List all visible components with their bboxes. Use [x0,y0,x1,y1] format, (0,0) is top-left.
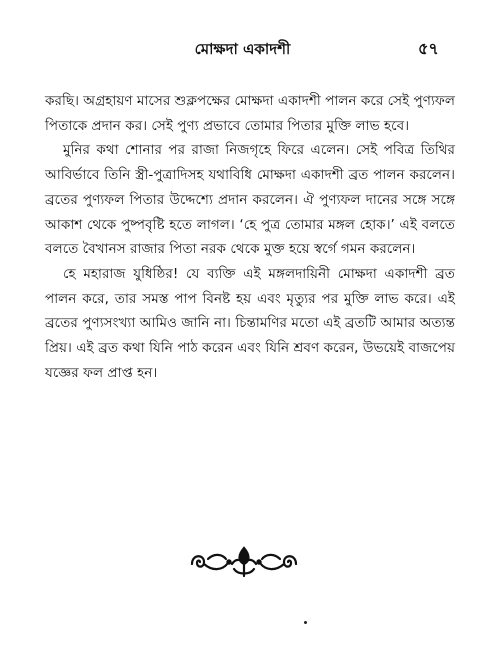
body-text [45,89,455,385]
paragraph: করছি। অগ্রহায়ণ মাসের শুক্লপক্ষের মোক্ষদা একাদশী পালন করে সেই পুণ্যফল পিতাকে প্রদান কর। সেই পুণ্য প্রভাবে তোমার পিতার মুক্তি লাভ হবে। [45,93,455,134]
paragraph: হে মহারাজ যুধিষ্ঠির! যে ব্যক্তি এই মঙ্গলদায়িনী মোক্ষদা একাদশী ব্রত পালন করে, তার সমস্ত পাপ বিনষ্ট হয় এবং মৃত্যুর পর মুক্তি লাভ করে। এই ব্রতের পুণ্যসংখ্যা আমিও জানি না। চিন্তামণির মতো এই ব্রতটি আমার অত্যন্ত প্রিয়। এই ব্রত কথা যিনি পাঠ করেন এবং যিনি শ্রবণ করেন, উভয়েই বাজপেয় যজ্ঞের ফল প্রাপ্ত হন। [45,265,455,381]
page-number: ৫৭ [418,39,439,58]
floral-divider-icon [188,545,300,579]
print-speck [304,621,307,624]
page-title: মোক্ষদা একাদশী [194,40,291,58]
paragraph: মুনির কথা শোনার পর রাজা নিজগৃহে ফিরে এলেন। সেই পবিত্র তিথির আবির্ভাবে তিনি স্ত্রী-পুত্রাদিসহ যথাবিধি মোক্ষদা একাদশী ব্রত পালন করলেন। ব্রতের পুণ্যফল পিতার উদ্দেশ্যে প্রদান করলেন। ঐ পুণ্যফল দানের সঙ্গে সঙ্গে আকাশ থেকে পুষ্পবৃষ্টি হতে লাগল। ‘হে পুত্র তোমার মঙ্গল হোক।’ এই বলতে বলতে বৈখানস রাজার পিতা নরক থেকে মুক্ত হয়ে স্বর্গে গমন করলেন। [45,142,455,258]
